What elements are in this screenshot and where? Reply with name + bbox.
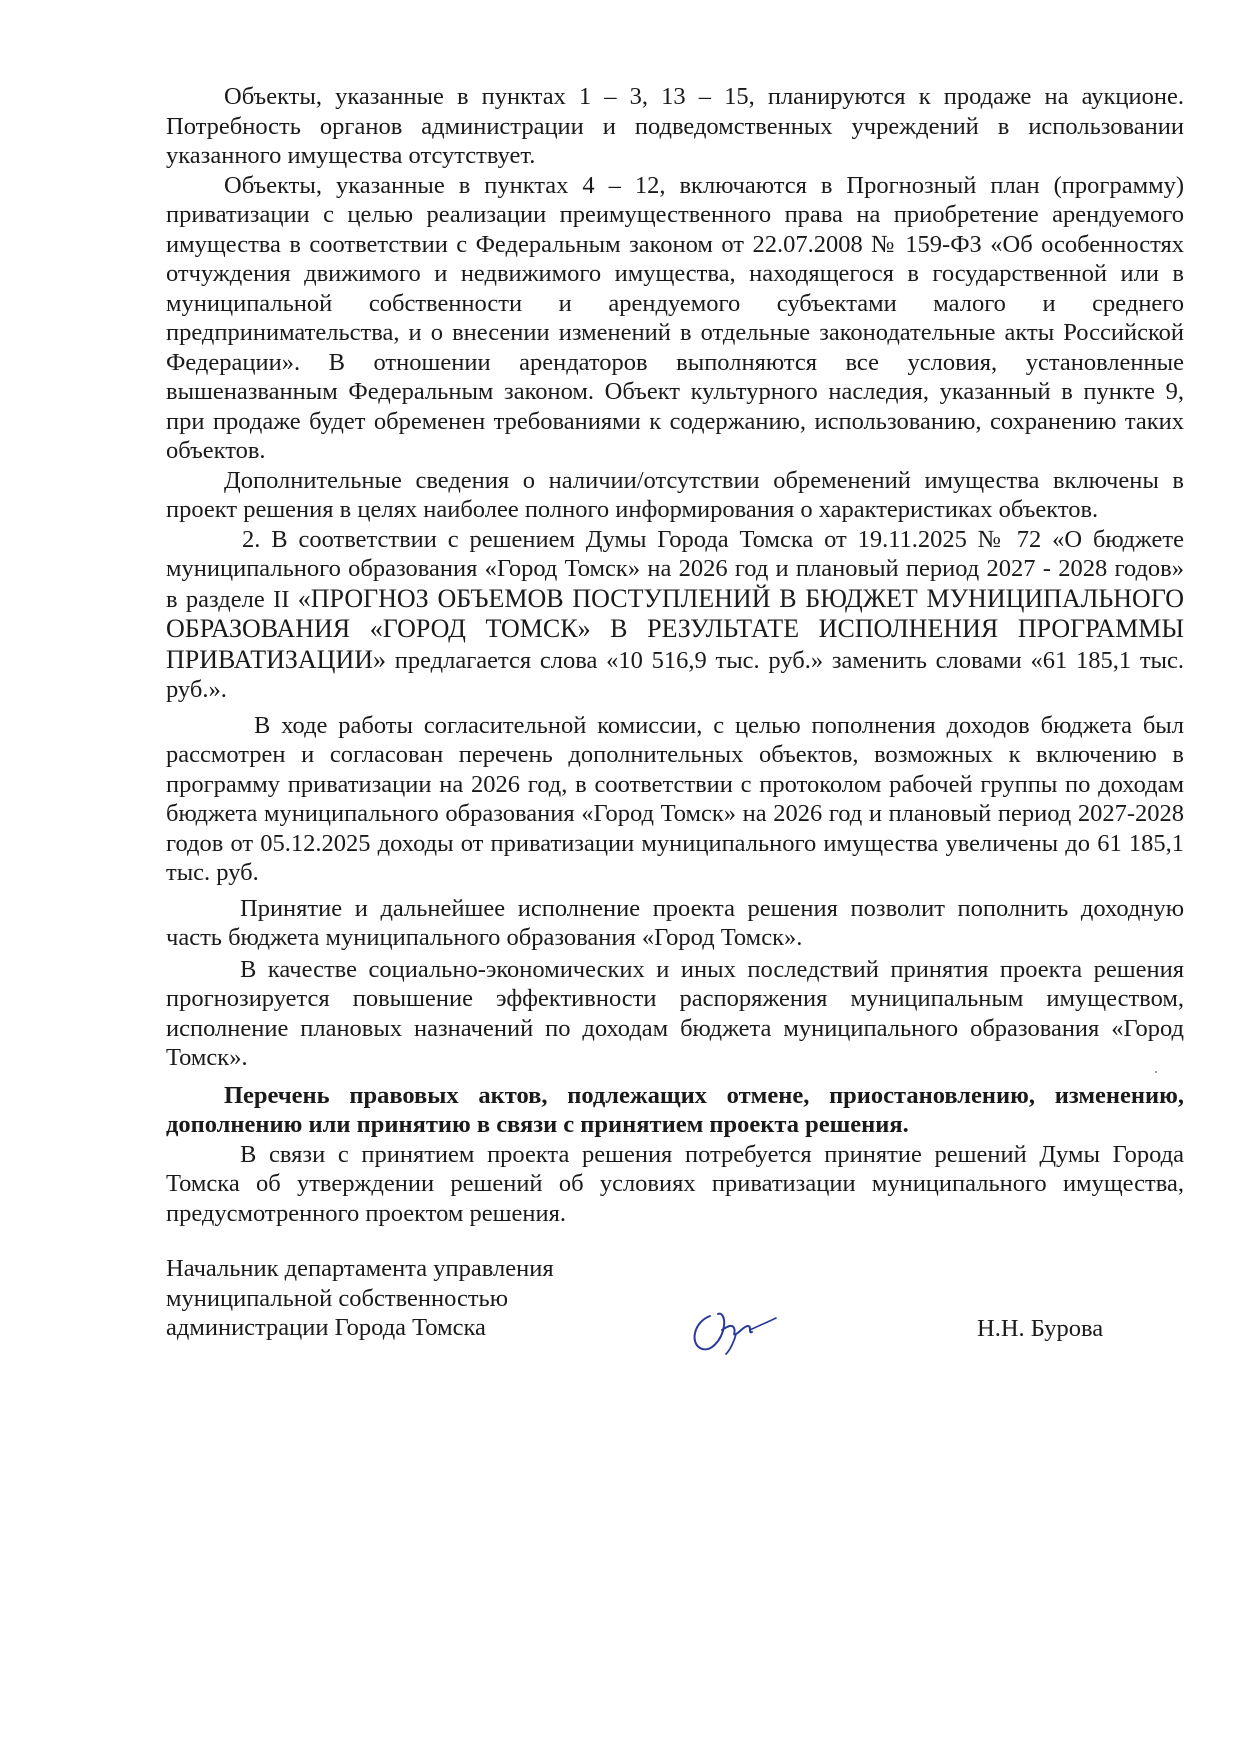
signatory-name: Н.Н. Бурова: [977, 1315, 1104, 1342]
handwritten-signature: [688, 1296, 778, 1358]
document-body: [166, 82, 1184, 1228]
paragraph-encumbrances: Дополнительные сведения о наличии/отсутствии обременений имущества включены в проект решения в целях наиболее полного информирования о характеристиках объектов.: [166, 466, 1184, 523]
paragraph-acceptance: Принятие и дальнейшее исполнение проекта решения позволит пополнить доходную часть бюджета муниципального образования «Город Томск».: [166, 894, 1184, 951]
legal-acts-heading: Перечень правовых актов, подлежащих отмене, приостановлению, изменению, дополнению или принятию в связи с принятием проекта решения.: [166, 1081, 1184, 1138]
paragraph-commission: В ходе работы согласительной комиссии, с целью пополнения доходов бюджета был рассмотрен и согласован перечень дополнительных объектов, возможных к включению в программу приватизации на 2026 год, в соответствии с протоколом рабочей группы по доходам бюджета муниципального образования «Город Томск» на 2026 год и плановый период 2027-2028 годов от 05.12.2025 доходы от приватизации муниципального имущества увеличены до 61 185,1 тыс. руб.: [166, 711, 1184, 886]
paragraph-item-2: [166, 525, 1184, 705]
paragraph-legal-acts: В связи с принятием проекта решения потребуется принятие решений Думы Города Томска об утверждении решений об условиях приватизации муниципального имущества, предусмотренного проектом решения.: [166, 1140, 1184, 1227]
position-line-2: муниципальной собственностью: [166, 1284, 509, 1312]
position-line-3: администрации Города Томска: [166, 1314, 486, 1341]
paragraph-preemptive-right: Объекты, указанные в пунктах 4 – 12, включаются в Прогнозный план (программу) приватизации с целью реализации преимущественного права на приобретение арендуемого имущества в соответствии с Федеральным законом от 22.07.2008 № 159-ФЗ «Об особенностях отчуждения движимого и недвижимого имущества, находящегося в государственной или в муниципальной собственности и арендуемого субъектами малого и среднего предпринимательства, и о внесении изменений в отдельные законодательные акты Российской Федерации». В отношении арендаторов выполняются все условия, установленные вышеназванным Федеральным законом. Объект культурного наследия, указанный в пункте 9, при продаже будет обременен требованиями к содержанию, использованию, сохранению таких объектов.: [166, 171, 1184, 464]
item2-intro-text: 2. В соответствии с решением Думы Города Томска от 19.11.2025 № 72 «О бюджете муниципального образования «Город Томск» на 2026 год и плановый период 2027 - 2028 годов» в разделе II: [166, 525, 1184, 613]
item2-section-title: «ПРОГНОЗ ОБЪЕМОВ ПОСТУПЛЕНИЙ В БЮДЖЕТ МУНИЦИПАЛЬНОГО ОБРАЗОВАНИЯ «ГОРОД ТОМСК» В РЕЗУЛЬТАТЕ ИСПОЛНЕНИЯ ПРОГРАММЫ ПРИВАТИЗАЦИИ»: [166, 583, 1184, 674]
paragraph-auction: Объекты, указанные в пунктах 1 – 3, 13 – 15, планируются к продаже на аукционе. Потребность органов администрации и подведомственных учреждений в использовании указанного имущества отсутствует.: [166, 83, 1184, 169]
item2-replacement-text: предлагается слова «10 516,9 тыс. руб.» заменить словами «61 185,1 тыс. руб.».: [166, 646, 1184, 703]
paragraph-consequences: В качестве социально-экономических и иных последствий принятия проекта решения прогнозируется повышение эффективности распоряжения муниципальным имуществом, исполнение плановых назначений по доходам бюджета муниципального образования «Город Томск».: [166, 955, 1184, 1071]
position-line-1: Начальник департамента управления: [166, 1255, 554, 1282]
signatory-position: [166, 1254, 586, 1343]
scan-speck: [1155, 1071, 1157, 1073]
